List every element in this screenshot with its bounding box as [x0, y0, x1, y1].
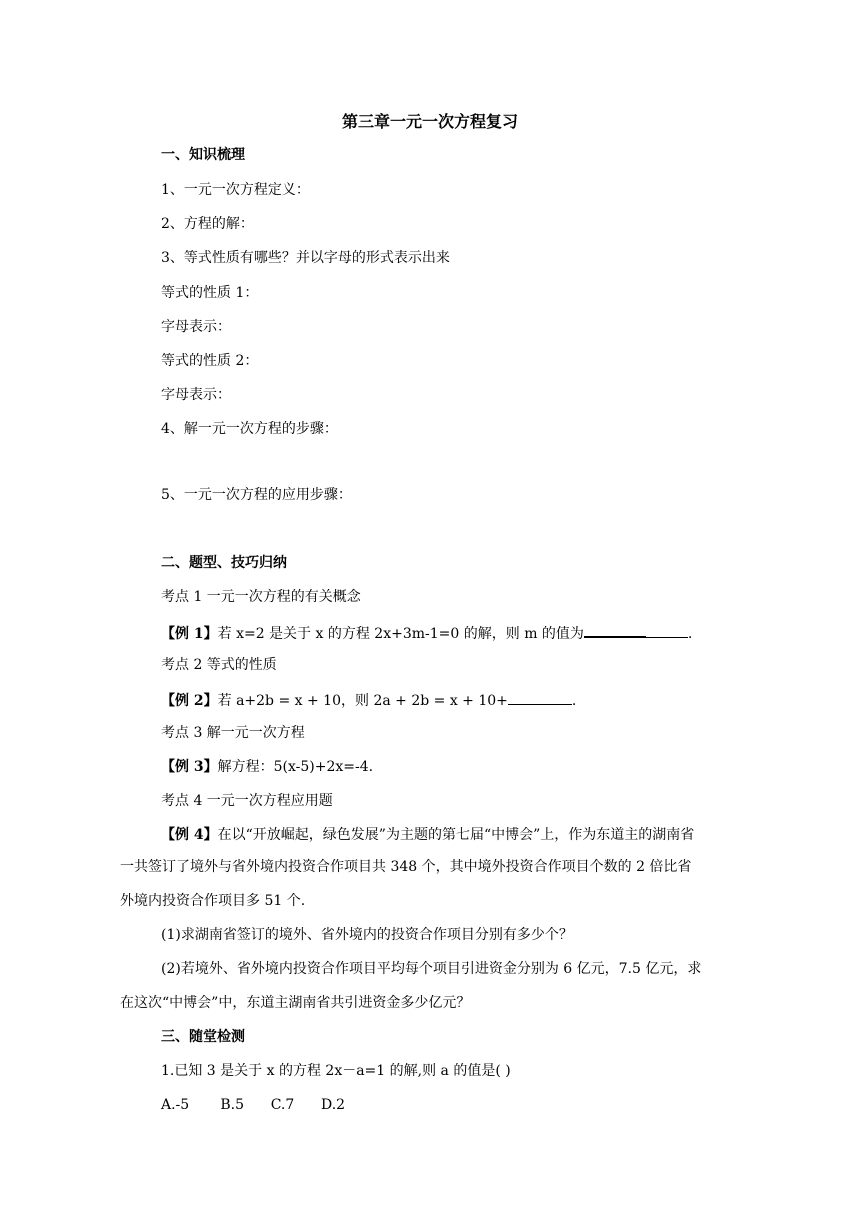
item-properties: 3、等式性质有哪些？并以字母的形式表示出来: [161, 250, 450, 266]
example-4-line-1: [161, 826, 694, 844]
section-heading-check: 三、随堂检测: [161, 1029, 245, 1045]
check-problem-1: 1.已知 3 是关于 x 的方程 2x－a=1 的解,则 a 的值是( ): [161, 1063, 511, 1079]
example-1: [161, 622, 692, 643]
item-solve-steps: 4、解一元一次方程的步骤：: [161, 421, 338, 437]
example-1-text: 若 x=2 是关于 x 的方程 2x+3m-1=0 的解，则 m 的值为: [217, 626, 584, 642]
example-4-text: 在以“开放崛起，绿色发展”为主题的第七届“中博会”上，作为东道主的湖南省: [217, 827, 695, 843]
item-letter-1: 字母表示：: [161, 319, 231, 335]
kaodian-4: 考点 4 一元一次方程应用题: [161, 793, 333, 809]
question-1: (1)求湖南省签订的境外、省外境内的投资合作项目分别有多少个？: [161, 927, 573, 943]
item-property-1: 等式的性质 1：: [161, 285, 259, 301]
answer-blank: [508, 690, 572, 705]
item-definition: 1、一元一次方程定义：: [161, 182, 310, 198]
example-4-line-3: 外境内投资合作项目多 51 个.: [120, 893, 306, 909]
example-3: [161, 758, 373, 776]
example-3-text: 解方程：5(x-5)+2x=-4.: [217, 759, 374, 775]
item-property-2: 等式的性质 2：: [161, 353, 259, 369]
example-2-label: 【例 2】: [161, 693, 218, 709]
example-4-label: 【例 4】: [161, 827, 218, 843]
section-heading-knowledge: 一、知识梳理: [161, 147, 245, 163]
example-3-label: 【例 3】: [161, 759, 218, 775]
kaodian-3: 考点 3 解一元一次方程: [161, 725, 305, 741]
page-title: 第三章一元一次方程复习: [341, 112, 518, 131]
example-2-text: 若 a+2b = x + 10，则 2a + 2b = x + 10+: [217, 693, 508, 709]
example-1-label: 【例 1】: [161, 626, 218, 642]
item-solution: 2、方程的解：: [161, 216, 254, 232]
answer-blank: [646, 623, 688, 638]
item-application-steps: 5、一元一次方程的应用步骤：: [161, 487, 352, 503]
check-options: A.-5 B.5 C.7 D.2: [161, 1097, 346, 1113]
question-2-line-1: (2)若境外、省外境内投资合作项目平均每个项目引进资金分别为 6 亿元，7.5 亿元，求: [161, 961, 702, 977]
period: .: [687, 626, 693, 642]
kaodian-2: 考点 2 等式的性质: [161, 657, 277, 673]
question-2-line-2: 在这次“中博会”中，东道主湖南省共引进资金多少亿元？: [120, 995, 471, 1011]
item-letter-2: 字母表示：: [161, 387, 231, 403]
kaodian-1: 考点 1 一元一次方程的有关概念: [161, 589, 361, 605]
example-2: [161, 690, 576, 710]
answer-blank: [584, 622, 646, 638]
example-4-line-2: 一共签订了境外与省外境内投资合作项目共 348 个，其中境外投资合作项目个数的 2 倍比省: [120, 859, 692, 875]
section-heading-types: 二、题型、技巧归纳: [161, 555, 287, 571]
period: .: [571, 693, 577, 709]
